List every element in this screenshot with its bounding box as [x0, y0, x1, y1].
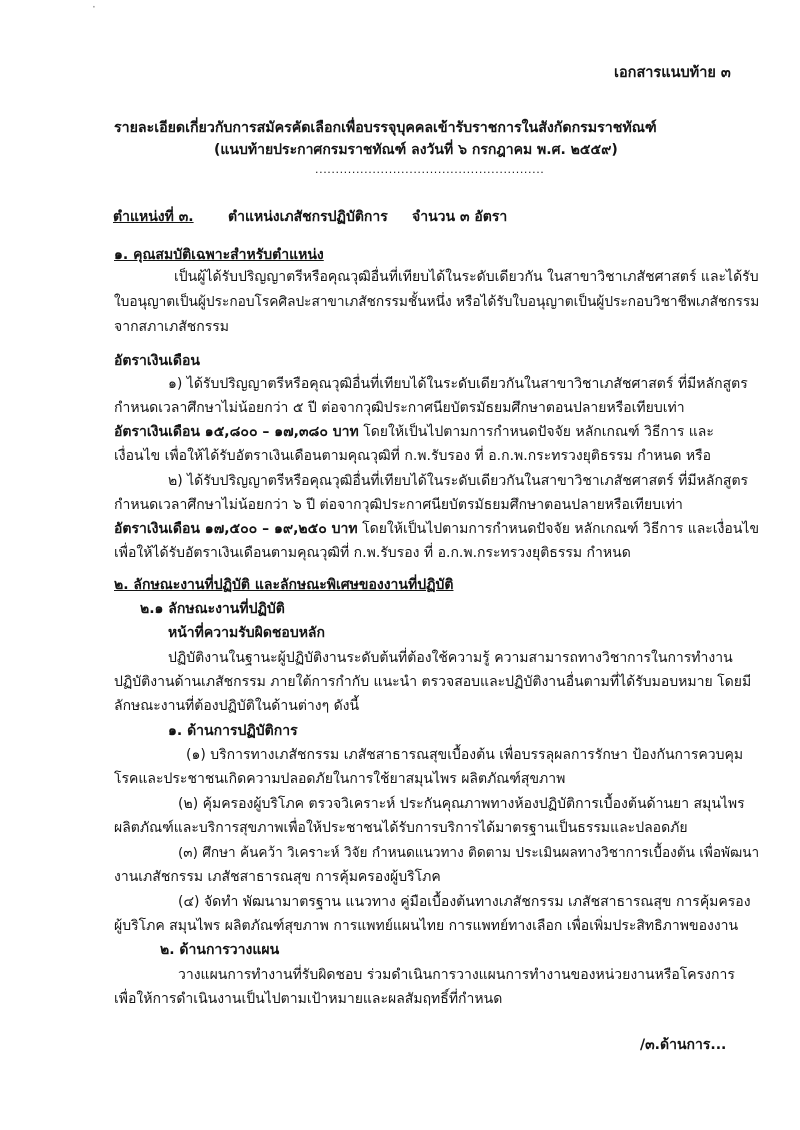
- salary-item1-last: เงื่อนไข เพื่อให้ได้รับอัตราเงินเดือนตามคุณวุฒิที่ ก.พ.รับรอง ที่ อ.ก.พ.กระทรวงยุติธรรม กำหนด หรือ: [114, 448, 712, 464]
- salary-item2-rate: อัตราเงินเดือน ๑๗,๕๐๐ – ๑๙,๒๕๐ บาท: [114, 521, 358, 537]
- salary-item1-rate: อัตราเงินเดือน ๑๕,๘๐๐ – ๑๗,๓๘๐ บาท: [114, 424, 359, 440]
- duties-heading: หน้าที่ความรับผิดชอบหลัก: [168, 625, 325, 641]
- ops-item-line: โรคและประชาชนเกิดความปลอดภัยในการใช้ยาสมุนไพร ผลิตภัณฑ์สุขภาพ: [114, 771, 566, 787]
- salary-item1-rate-tail: โดยให้เป็นไปตามการกำหนดปัจจัย หลักเกณฑ์ วิธีการ และ: [358, 424, 714, 440]
- section2-heading: ๒. ลักษณะงานที่ปฏิบัติ และลักษณะพิเศษของงานที่ปฏิบัติ: [114, 577, 454, 593]
- salary-heading: อัตราเงินเดือน: [114, 353, 200, 369]
- qualification-heading: ๑. คุณสมบัติเฉพาะสำหรับตำแหน่ง: [114, 247, 324, 263]
- plan-line: วางแผนการทำงานที่รับผิดชอบ ร่วมดำเนินการวางแผนการทำงานของหน่วยงานหรือโครงการ: [178, 967, 735, 983]
- attachment-label: เอกสารแนบท้าย ๓: [614, 65, 731, 81]
- document-title: รายละเอียดเกี่ยวกับการสมัครคัดเลือกเพื่อบรรจุบุคคลเข้ารับราชการในสังกัดกรมราชทัณฑ์: [114, 120, 657, 136]
- ops-item-line: (๓) ศึกษา ค้นคว้า วิเคราะห์ วิจัย กำหนดแนวทาง ติดตาม ประเมินผลทางวิชาการเบื้องต้น เพื่อพัฒนา: [178, 845, 760, 861]
- salary-item2-line: กำหนดเวลาศึกษาไม่น้อยกว่า ๖ ปี ต่อจากวุฒิประกาศนียบัตรมัธยมศึกษาตอนปลายหรือเทียบเท่า: [114, 497, 683, 513]
- title-rule: ........................................................: [315, 163, 545, 176]
- salary-item1-line: กำหนดเวลาศึกษาไม่น้อยกว่า ๕ ปี ต่อจากวุฒิประกาศนียบัตรมัธยมศึกษาตอนปลายหรือเทียบเท่า: [114, 400, 685, 416]
- duties-intro-line: ลักษณะงานที่ต้องปฏิบัติในด้านต่างๆ ดังนี้: [114, 698, 360, 714]
- continued-label: /๓.ด้านการ...: [640, 1037, 727, 1053]
- qualification-line: จากสภาเภสัชกรรม: [114, 319, 229, 335]
- ops-item-line: (๒) คุ้มครองผู้บริโภค ตรวจวิเคราะห์ ประกันคุณภาพทางห้องปฏิบัติการเบื้องต้นด้านยา สมุนไพร: [178, 796, 745, 812]
- salary-item2-line: ๒) ได้รับปริญญาตรีหรือคุณวุฒิอื่นที่เทียบได้ในระดับเดียวกันในสาขาวิชาเภสัชศาสตร์ ที่มีหลักสูตร: [168, 473, 749, 489]
- ops-item-line: งานเภสัชกรรม เภสัชสาธารณสุข การคุ้มครองผู้บริโภค: [114, 869, 441, 885]
- position-count: จำนวน ๓ อัตรา: [412, 209, 508, 225]
- duties-intro-line: ปฏิบัติงานในฐานะผู้ปฏิบัติงานระดับต้นที่ต้องใช้ความรู้ ความสามารถทางวิชาการในการทำงาน: [168, 650, 733, 666]
- qualification-line: ใบอนุญาตเป็นผู้ประกอบโรคศิลปะสาขาเภสัชกรรมชั้นหนึ่ง หรือได้รับใบอนุญาตเป็นผู้ประกอบวิชาชีพเภสัชกรรม: [114, 294, 760, 310]
- salary-item2-rate-tail: โดยให้เป็นไปตามการกำหนดปัจจัย หลักเกณฑ์ วิธีการ และเงื่อนไข: [357, 521, 760, 537]
- document-subtitle: (แนบท้ายประกาศกรมราชทัณฑ์ ลงวันที่ ๖ กรกฎาคม พ.ศ. ๒๕๕๙): [214, 142, 618, 158]
- ops-item-line: ผลิตภัณฑ์และบริการสุขภาพเพื่อให้ประชาชนได้รับการบริการได้มาตรฐานเป็นธรรมและปลอดภัย: [114, 820, 688, 836]
- ops-heading: ๑. ด้านการปฏิบัติการ: [168, 723, 298, 739]
- ops-item-line: ผู้บริโภค สมุนไพร ผลิตภัณฑ์สุขภาพ การแพทย์แผนไทย การแพทย์ทางเลือก เพื่อเพิ่มประสิทธิภาพของงาน: [114, 918, 739, 934]
- salary-item1-rate-line: [114, 423, 714, 441]
- scan-mark: ·: [92, 0, 96, 14]
- salary-item2-rate-line: [114, 520, 759, 538]
- position-label: ตำแหน่งที่ ๓.: [113, 209, 194, 225]
- section2-sub-heading: ๒.๑ ลักษณะงานที่ปฏิบัติ: [140, 601, 285, 617]
- plan-heading: ๒. ด้านการวางแผน: [160, 942, 280, 958]
- duties-intro-line: ปฏิบัติงานด้านเภสัชกรรม ภายใต้การกำกับ แนะนำ ตรวจสอบและปฏิบัติงานอื่นตามที่ได้รับมอบหมาย โดยมี: [114, 674, 752, 690]
- position-name: ตำแหน่งเภสัชกรปฏิบัติการ: [228, 209, 388, 225]
- ops-item-line: (๔) จัดทำ พัฒนามาตรฐาน แนวทาง คู่มือเบื้องต้นทางเภสัชกรรม เภสัชสาธารณสุข การคุ้มครอง: [178, 894, 751, 910]
- ops-item-line: (๑) บริการทางเภสัชกรรม เภสัชสาธารณสุขเบื้องต้น เพื่อบรรลุผลการรักษา ป้องกันการควบคุม: [186, 747, 744, 763]
- salary-item2-last: เพื่อให้ได้รับอัตราเงินเดือนตามคุณวุฒิที่ ก.พ.รับรอง ที่ อ.ก.พ.กระทรวงยุติธรรม กำหนด: [114, 545, 631, 561]
- qualification-line: เป็นผู้ได้รับปริญญาตรีหรือคุณวุฒิอื่นที่เทียบได้ในระดับเดียวกัน ในสาขาวิชาเภสัชศาสตร์ และได้รับ: [174, 269, 759, 285]
- plan-line: เพื่อให้การดำเนินงานเป็นไปตามเป้าหมายและผลสัมฤทธิ์ที่กำหนด: [114, 991, 503, 1007]
- salary-item1-line: ๑) ได้รับปริญญาตรีหรือคุณวุฒิอื่นที่เทียบได้ในระดับเดียวกันในสาขาวิชาเภสัชศาสตร์ ที่มีหลักสูตร: [168, 376, 748, 392]
